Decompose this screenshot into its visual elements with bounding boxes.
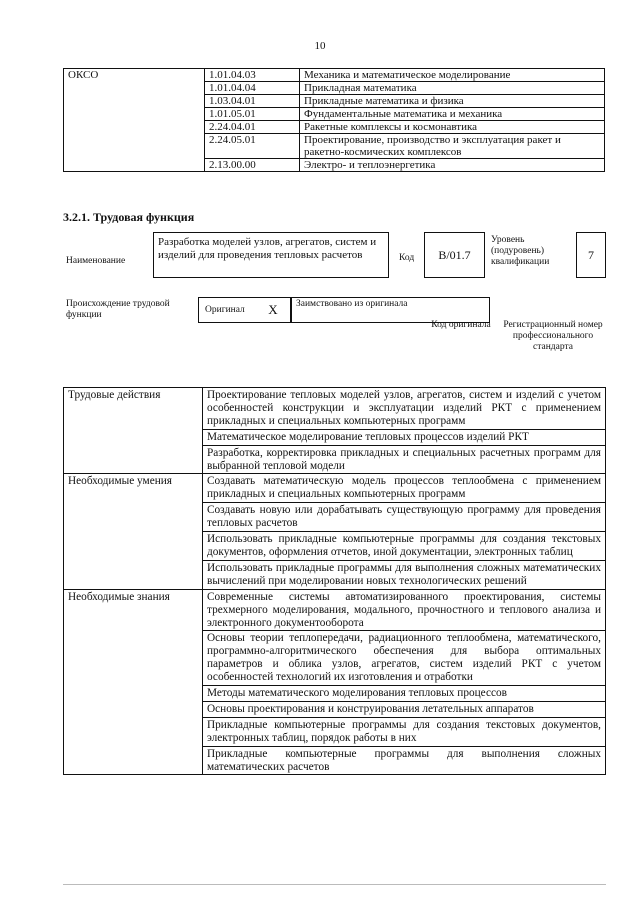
table-row <box>64 388 606 430</box>
action-item: Математическое моделирование тепловых процессов изделий РКТ <box>203 429 606 445</box>
function-code: B/01.7 <box>424 232 485 278</box>
okso-code: 1.01.04.04 <box>205 82 300 95</box>
code-label: Код <box>399 253 415 263</box>
skill-item: Использовать прикладные программы для выполнения сложных математических вычислений при моделировании новых технологических решений <box>203 560 606 589</box>
origin-label: Происхождение трудовой функции <box>66 299 170 320</box>
okso-code: 2.24.05.01 <box>205 134 300 159</box>
borrowed-label: Заимствовано из оригинала <box>291 297 490 323</box>
okso-code: 1.03.04.01 <box>205 95 300 108</box>
skill-item: Создавать математическую модель процессов теплообмена с применением прикладных и специальных компьютерных программ <box>203 474 606 503</box>
action-item: Разработка, корректировка прикладных и специальных расчетных программ для выбранной тепловой модели <box>203 445 606 474</box>
reg-number-label: Регистрационный номер профессионального стандарта <box>503 320 603 352</box>
skill-item: Использовать прикладные компьютерные программы для создания текстовых документов, оформления отчетов, иной документации, электронных таблиц <box>203 532 606 561</box>
table-row <box>64 474 606 503</box>
function-name: Разработка моделей узлов, агрегатов, систем и изделий для проведения тепловых расчетов <box>153 232 389 278</box>
table-row <box>64 69 605 82</box>
skill-item: Создавать новую или дорабатывать существующую программу для проведения тепловых расчетов <box>203 503 606 532</box>
code-original-label: Код оригинала <box>431 320 491 330</box>
actions-label: Трудовые действия <box>64 388 203 474</box>
page-number: 10 <box>314 40 326 52</box>
okso-label: ОКСО <box>64 69 205 172</box>
qualification-level: 7 <box>576 232 606 278</box>
table-row <box>64 589 606 631</box>
knowledge-item: Методы математического моделирования тепловых процессов <box>203 686 606 702</box>
okso-name: Ракетные комплексы и космонавтика <box>300 121 605 134</box>
okso-code: 1.01.04.03 <box>205 69 300 82</box>
name-label: Наименование <box>66 256 126 266</box>
okso-name: Фундаментальные математика и механика <box>300 108 605 121</box>
section-title: 3.2.1. Трудовая функция <box>63 210 195 224</box>
knowledge-item: Основы проектирования и конструирования летательных аппаратов <box>203 701 606 717</box>
knowledge-item: Современные системы автоматизированного проектирования, системы трехмерного моделирования, модального, прочностного и теплового анализа и электронного документооборота <box>203 589 606 631</box>
okso-name: Прикладные математика и физика <box>300 95 605 108</box>
okso-name: Проектирование, производство и эксплуатация ракет и ракетно-космических комплексов <box>300 134 605 159</box>
okso-code: 1.01.05.01 <box>205 108 300 121</box>
original-label: Оригинал <box>198 297 256 323</box>
okso-code: 2.24.04.01 <box>205 121 300 134</box>
okso-code: 2.13.00.00 <box>205 159 300 172</box>
original-mark: X <box>256 297 291 323</box>
okso-name: Механика и математическое моделирование <box>300 69 605 82</box>
skills-label: Необходимые умения <box>64 474 203 589</box>
okso-name: Электро- и теплоэнергетика <box>300 159 605 172</box>
action-item: Проектирование тепловых моделей узлов, агрегатов, систем и изделий с учетом особенностей конструкции и эксплуатации изделий РКТ с применением прикладных и специальных компьютерных программ <box>203 388 606 430</box>
knowledge-item: Прикладные компьютерные программы для создания текстовых документов, электронных таблиц, порядок работы в них <box>203 717 606 746</box>
function-details-table <box>63 387 606 775</box>
okso-name: Прикладная математика <box>300 82 605 95</box>
okso-table <box>63 68 605 172</box>
level-label: Уровень (подуровень) квалификации <box>491 235 550 267</box>
page-bottom-divider <box>63 884 606 885</box>
knowledge-item: Прикладные компьютерные программы для выполнения сложных математических расчетов <box>203 746 606 775</box>
knowledge-item: Основы теории теплопередачи, радиационного теплообмена, математического, программно-алгоритмического обеспечения для выбора оптимальных параметров и облика узлов, агрегатов, систем изделий РКТ с учетом особенностей технологий их изготовления и отработки <box>203 631 606 686</box>
knowledge-label: Необходимые знания <box>64 589 203 775</box>
